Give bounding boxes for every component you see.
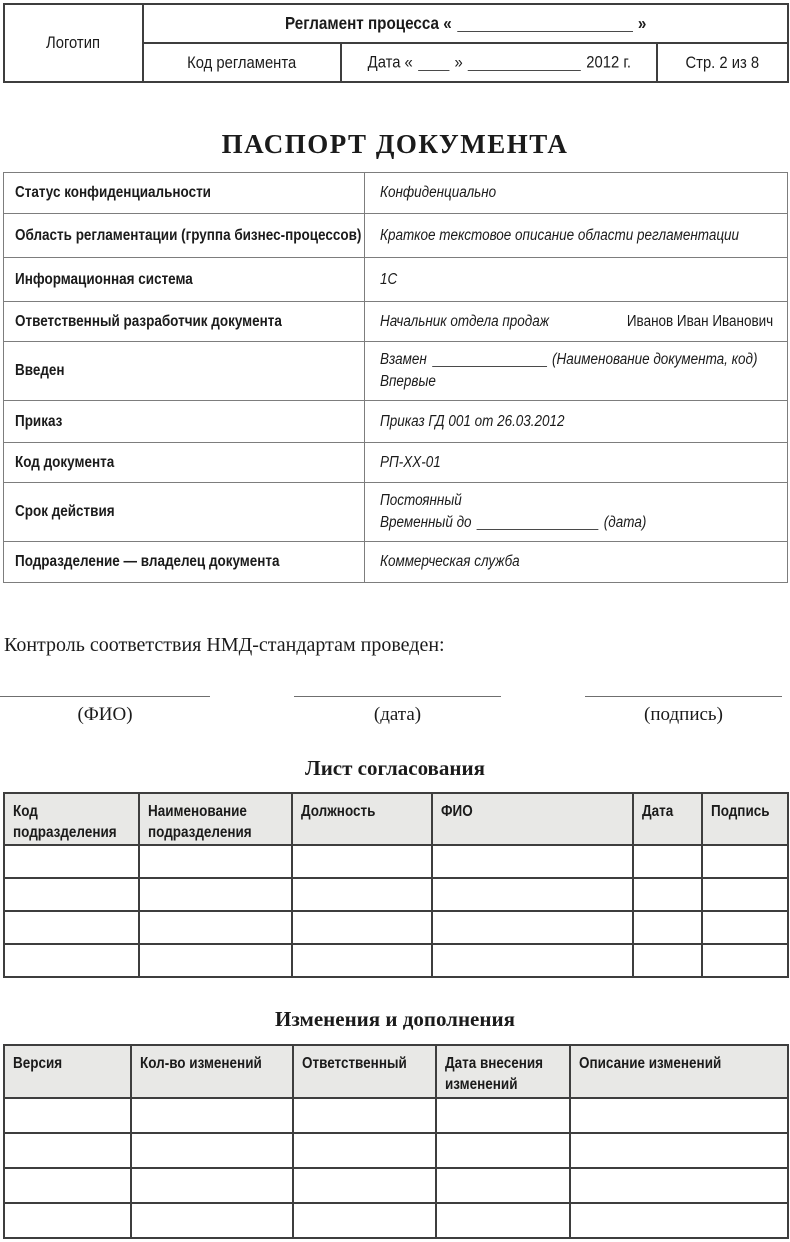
empty-cell xyxy=(293,1133,436,1168)
page-number-cell xyxy=(657,43,788,82)
regulation-code-label: Код регламента xyxy=(187,52,297,72)
logo-cell xyxy=(4,4,143,82)
field-label-cell xyxy=(4,214,365,258)
field-label: Информационная система xyxy=(15,270,193,288)
empty-cell xyxy=(139,911,292,944)
logo-text: Логотип xyxy=(46,33,101,52)
field-value-cell xyxy=(365,258,788,302)
field-value-cell xyxy=(365,173,788,214)
field-label: Введен xyxy=(15,362,65,379)
empty-cell xyxy=(4,1133,131,1168)
empty-cell xyxy=(570,1168,788,1203)
column-header: Ответственный xyxy=(293,1045,436,1098)
empty-cell xyxy=(633,878,702,911)
column-header: Код подразделения xyxy=(4,793,139,845)
passport-row xyxy=(4,214,788,258)
empty-cell xyxy=(633,944,702,977)
agreement-title: Лист согласования xyxy=(305,756,485,780)
date-label: Дата « xyxy=(367,52,413,72)
empty-cell xyxy=(4,878,139,911)
empty-cell xyxy=(292,878,432,911)
empty-row xyxy=(4,911,788,944)
field-label: Подразделение — владелец документа xyxy=(15,553,280,570)
validity-temporary-prefix: Временный до xyxy=(380,514,472,531)
empty-cell xyxy=(436,1133,570,1168)
page-counter: Стр. 2 из 8 xyxy=(685,52,760,72)
control-heading: Контроль соответствия НМД-стандартам проведен: xyxy=(4,634,445,656)
column-header: Версия xyxy=(4,1045,131,1098)
date-month-blank-field xyxy=(468,55,581,70)
empty-row xyxy=(4,878,788,911)
empty-cell xyxy=(131,1133,293,1168)
developer-role: Начальник отдела продаж xyxy=(380,312,549,330)
column-header: Должность xyxy=(292,793,432,845)
signature-label-date: (дата) xyxy=(373,704,422,725)
field-label-cell xyxy=(4,401,365,443)
agreement-table xyxy=(3,792,789,978)
changes-title: Изменения и дополнения xyxy=(275,1007,515,1031)
column-header: ФИО xyxy=(432,793,633,845)
empty-cell xyxy=(432,944,633,977)
date-close-quote: » xyxy=(454,52,463,72)
empty-row xyxy=(4,1133,788,1168)
empty-cell xyxy=(570,1133,788,1168)
field-label-cell xyxy=(4,443,365,483)
signature-blank-date xyxy=(294,696,501,697)
field-label-cell xyxy=(4,342,365,401)
field-value: РП-ХХ-01 xyxy=(380,453,441,471)
empty-cell xyxy=(139,944,292,977)
empty-cell xyxy=(139,845,292,878)
field-label-cell xyxy=(4,302,365,342)
empty-cell xyxy=(570,1203,788,1238)
field-label: Статус конфиденциальности xyxy=(15,184,211,201)
passport-row xyxy=(4,443,788,483)
field-label: Срок действия xyxy=(15,503,115,520)
passport-row xyxy=(4,258,788,302)
empty-cell xyxy=(702,845,788,878)
field-value-cell xyxy=(365,542,788,583)
empty-cell xyxy=(633,845,702,878)
field-value: Краткое текстовое описание области регламентации xyxy=(380,226,740,244)
empty-cell xyxy=(432,911,633,944)
changes-table xyxy=(3,1044,789,1239)
field-value-cell xyxy=(365,342,788,401)
empty-row xyxy=(4,845,788,878)
field-value-cell xyxy=(365,214,788,258)
field-value-cell xyxy=(365,483,788,542)
field-value-cell xyxy=(365,302,788,342)
introduced-note: (Наименование документа, код) xyxy=(552,351,758,368)
process-title xyxy=(285,13,646,34)
column-header: Подпись xyxy=(702,793,788,845)
empty-cell xyxy=(4,845,139,878)
validity-line-1 xyxy=(380,490,777,512)
date-cell xyxy=(341,43,657,82)
regulation-code-cell xyxy=(143,43,341,82)
introduced-first-time: Впервые xyxy=(380,373,436,390)
empty-cell xyxy=(4,1203,131,1238)
process-title-suffix: » xyxy=(637,13,647,33)
column-header: Дата внесения изменений xyxy=(436,1045,570,1098)
introduced-prefix: Взамен xyxy=(380,351,427,368)
field-label-cell xyxy=(4,173,365,214)
field-value: 1С xyxy=(380,270,398,288)
empty-cell xyxy=(293,1203,436,1238)
signature-blank-sign xyxy=(585,696,782,697)
introduced-line-2 xyxy=(380,371,777,393)
empty-cell xyxy=(293,1168,436,1203)
empty-cell xyxy=(292,845,432,878)
document-title: ПАСПОРТ ДОКУМЕНТА xyxy=(221,129,569,159)
empty-row xyxy=(4,944,788,977)
empty-cell xyxy=(131,1168,293,1203)
validity-line-2 xyxy=(380,512,777,534)
empty-cell xyxy=(292,944,432,977)
empty-row xyxy=(4,1168,788,1203)
developer-value xyxy=(380,313,777,331)
field-label-cell xyxy=(4,258,365,302)
signature-blank-fio xyxy=(0,696,210,697)
field-label: Ответственный разработчик документа xyxy=(15,312,282,330)
passport-row xyxy=(4,542,788,583)
developer-name: Иванов Иван Иванович xyxy=(626,312,773,330)
field-value: Коммерческая служба xyxy=(380,553,520,570)
empty-cell xyxy=(702,911,788,944)
empty-cell xyxy=(436,1098,570,1133)
empty-cell xyxy=(432,845,633,878)
empty-cell xyxy=(4,911,139,944)
agreement-header-row xyxy=(4,793,788,845)
field-label: Код документа xyxy=(15,453,115,471)
column-header: Наименование подразделения xyxy=(139,793,292,845)
validity-permanent: Постоянный xyxy=(380,492,462,509)
validity-date-note: (дата) xyxy=(603,514,647,531)
empty-row xyxy=(4,1098,788,1133)
empty-cell xyxy=(131,1098,293,1133)
introduced-line-1 xyxy=(380,349,777,371)
empty-cell xyxy=(633,911,702,944)
signature-label-fio: (ФИО) xyxy=(77,704,133,725)
empty-cell xyxy=(292,911,432,944)
date-text xyxy=(367,52,630,72)
empty-cell xyxy=(139,878,292,911)
column-header: Дата xyxy=(633,793,702,845)
empty-cell xyxy=(702,944,788,977)
passport-row xyxy=(4,483,788,542)
empty-cell xyxy=(570,1098,788,1133)
process-title-cell xyxy=(143,4,788,43)
passport-row xyxy=(4,401,788,443)
page-header-table xyxy=(3,3,789,83)
date-day-blank-field xyxy=(418,55,449,70)
empty-cell xyxy=(4,944,139,977)
empty-row xyxy=(4,1203,788,1238)
field-value-cell xyxy=(365,401,788,443)
field-value: Конфиденциально xyxy=(380,184,497,201)
changes-header-row xyxy=(4,1045,788,1098)
passport-table xyxy=(3,172,788,583)
field-value: Приказ ГД 001 от 26.03.2012 xyxy=(380,412,565,430)
field-label: Область регламентации (группа бизнес-процессов) xyxy=(15,226,362,244)
field-label-cell xyxy=(4,483,365,542)
empty-cell xyxy=(4,1098,131,1133)
empty-cell xyxy=(432,878,633,911)
passport-row xyxy=(4,302,788,342)
empty-cell xyxy=(293,1098,436,1133)
empty-cell xyxy=(436,1203,570,1238)
field-label: Приказ xyxy=(15,412,63,430)
empty-cell xyxy=(131,1203,293,1238)
empty-cell xyxy=(4,1168,131,1203)
signature-label-sign: (подпись) xyxy=(644,704,723,725)
passport-row xyxy=(4,342,788,401)
field-value-cell xyxy=(365,443,788,483)
column-header: Кол-во изменений xyxy=(131,1045,293,1098)
date-year: 2012 г. xyxy=(585,52,631,72)
process-title-prefix: Регламент процесса « xyxy=(284,13,452,33)
validity-date-blank-field xyxy=(477,516,599,530)
passport-row xyxy=(4,173,788,214)
empty-cell xyxy=(702,878,788,911)
column-header: Описание изменений xyxy=(570,1045,788,1098)
replaced-document-blank-field xyxy=(432,353,547,367)
process-name-blank-field xyxy=(457,16,633,32)
empty-cell xyxy=(436,1168,570,1203)
field-label-cell xyxy=(4,542,365,583)
